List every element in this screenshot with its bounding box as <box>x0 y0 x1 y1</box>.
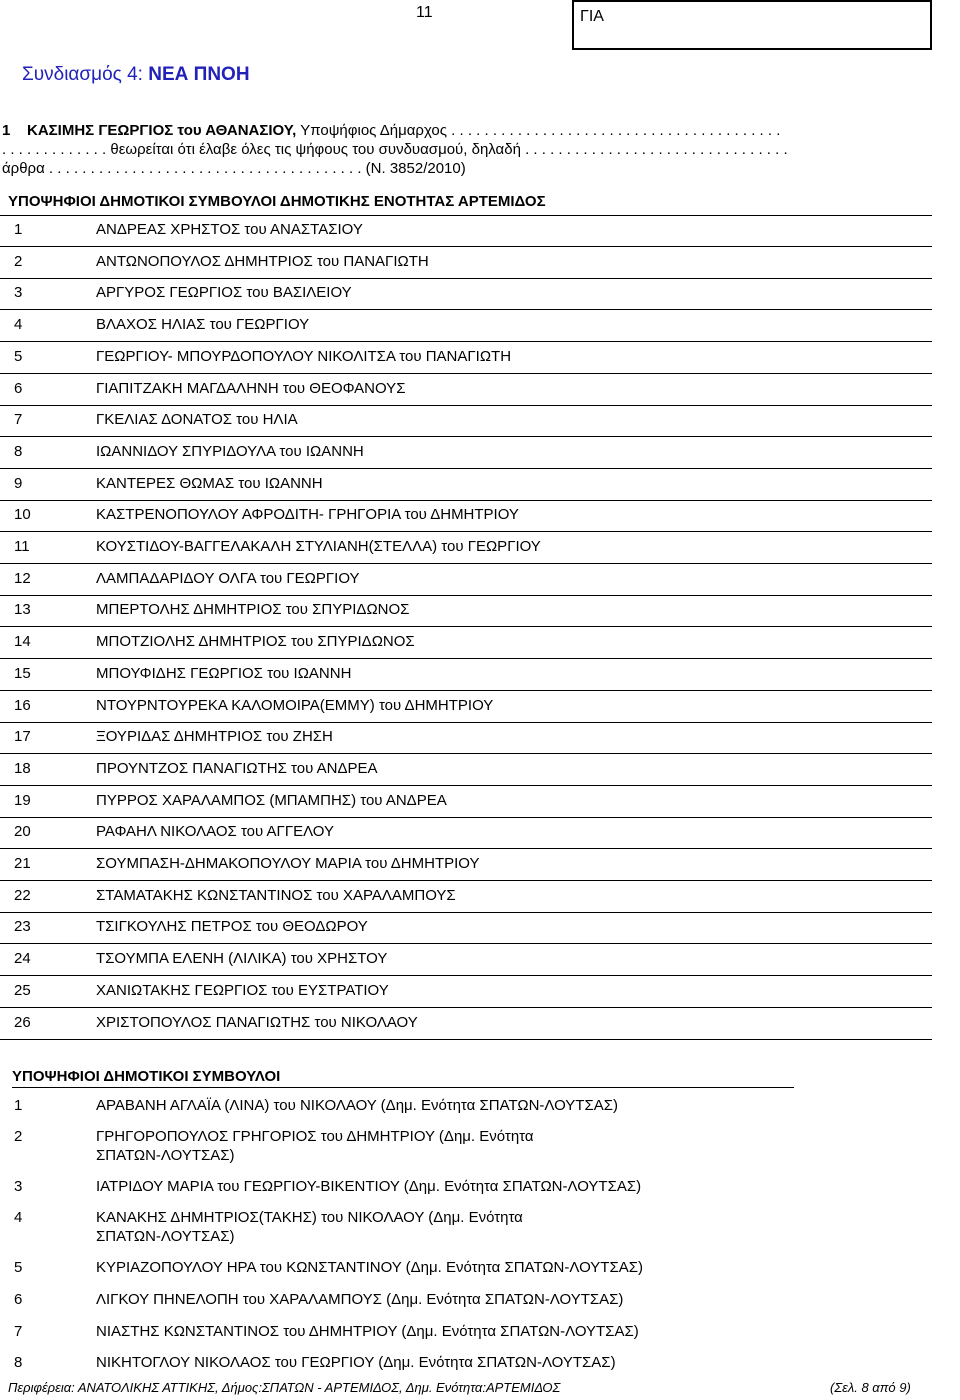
mayor-line2-trailing: . . . . . . . . . . . . . . . . . . . . . . . . . . . . . . . . <box>520 141 788 158</box>
candidate-row <box>0 787 932 818</box>
candidate-name: ΑΝΔΡΕΑΣ ΧΡΗΣΤΟΣ του ΑΝΑΣΤΑΣΙΟΥ <box>96 221 363 238</box>
candidate-number: 5 <box>14 1259 23 1276</box>
candidate-name: ΝΙΚΗΤΟΓΛΟΥ ΝΙΚΟΛΑΟΣ του ΓΕΩΡΓΙΟΥ (Δημ. Ενότητα ΣΠΑΤΩΝ-ΛΟΥΤΣΑΣ) <box>96 1354 616 1371</box>
candidate-name-continued: ΣΠΑΤΩΝ-ΛΟΥΤΣΑΣ) <box>96 1147 235 1164</box>
candidate-name: ΠΡΟΥΝΤΖΟΣ ΠΑΝΑΓΙΩΤΗΣ του ΑΝΔΡΕΑ <box>96 759 378 777</box>
candidate-number: 6 <box>14 379 23 397</box>
candidate-row <box>0 692 932 723</box>
candidate-name: ΞΟΥΡΙΔΑΣ ΔΗΜΗΤΡΙΟΣ του ΖΗΣΗ <box>96 728 333 746</box>
candidate-name: ΝΙΑΣΤΗΣ ΚΩΝΣΤΑΝΤΙΝΟΣ του ΔΗΜΗΤΡΙΟΥ (Δημ. Ενότητα ΣΠΑΤΩΝ-ΛΟΥΤΣΑΣ) <box>96 1323 639 1340</box>
candidate-name-continued: ΣΠΑΤΩΝ-ΛΟΥΤΣΑΣ) <box>96 1228 235 1245</box>
candidate-number: 12 <box>14 569 31 587</box>
candidate-name: ΚΥΡΙΑΖΟΠΟΥΛΟΥ ΗΡΑ του ΚΩΝΣΤΑΝΤΙΝΟΥ (Δημ. Ενότητα ΣΠΑΤΩΝ-ΛΟΥΤΣΑΣ) <box>96 1259 643 1276</box>
candidate-name: ΤΣΙΓΚΟΥΛΗΣ ΠΕΤΡΟΣ του ΘΕΟΔΩΡΟΥ <box>96 918 368 936</box>
candidate-number: 1 <box>14 221 23 238</box>
mayor-line <box>2 122 780 139</box>
candidate-name: ΝΤΟΥΡΝΤΟΥΡΕΚΑ ΚΑΛΟΜΟΙΡΑ(ΕΜΜΥ) του ΔΗΜΗΤΡΙΟΥ <box>96 696 494 714</box>
candidate-number: 2 <box>14 1128 23 1145</box>
candidate-number: 6 <box>14 1291 23 1308</box>
footer-page-count: (Σελ. 8 από 9) <box>830 1380 911 1395</box>
candidate-name: ΣΟΥΜΠΑΣΗ-ΔΗΜΑΚΟΠΟΥΛΟΥ ΜΑΡΙΑ του ΔΗΜΗΤΡΙΟΥ <box>96 855 480 872</box>
candidate-number: 7 <box>14 1323 23 1340</box>
candidate-number: 19 <box>14 791 31 809</box>
mayor-line3-ref: (Ν. 3852/2010) <box>361 160 466 177</box>
candidate-name: ΣΤΑΜΑΤΑΚΗΣ ΚΩΝΣΤΑΝΤΙΝΟΣ του ΧΑΡΑΛΑΜΠΟΥΣ <box>96 886 456 904</box>
mayor-line-2 <box>2 141 788 158</box>
mayor-line2-text: θεωρείται ότι έλαβε όλες τις ψήφους του συνδυασμού, δηλαδή <box>106 141 521 158</box>
candidate-number: 10 <box>14 506 31 524</box>
mayor-name: ΚΑΣΙΜΗΣ ΓΕΩΡΓΙΟΣ του ΑΘΑΝΑΣΙΟΥ, <box>27 122 297 139</box>
candidate-row <box>0 628 932 659</box>
mayor-line3-word: άρθρα <box>2 160 45 177</box>
candidate-number: 3 <box>14 1178 23 1195</box>
candidate-row <box>0 406 932 437</box>
mayor-number: 1 <box>2 122 11 139</box>
candidate-name: ΜΠΟΥΦΙΔΗΣ ΓΕΩΡΓΙΟΣ του ΙΩΑΝΝΗ <box>96 664 352 682</box>
candidate-name: ΧΑΝΙΩΤΑΚΗΣ ΓΕΩΡΓΙΟΣ του ΕΥΣΤΡΑΤΙΟΥ <box>96 981 389 999</box>
candidate-name: ΛΑΜΠΑΔΑΡΙΔΟΥ ΟΛΓΑ του ΓΕΩΡΓΙΟΥ <box>96 569 360 587</box>
candidate-name: ΑΡΑΒΑΝΗ ΑΓΛΑΪΑ (ΛΙΝΑ) του ΝΙΚΟΛΑΟΥ (Δημ. Ενότητα ΣΠΑΤΩΝ-ΛΟΥΤΣΑΣ) <box>96 1097 619 1114</box>
candidate-name: ΚΟΥΣΤΙΔΟΥ-ΒΑΓΓΕΛΑΚΑΛΗ ΣΤΥΛΙΑΝΗ(ΣΤΕΛΛΑ) του ΓΕΩΡΓΙΟΥ <box>96 538 541 555</box>
mayor-line-3 <box>2 160 466 177</box>
candidate-name: ΑΡΓΥΡΟΣ ΓΕΩΡΓΙΟΣ του ΒΑΣΙΛΕΙΟΥ <box>96 284 352 302</box>
mayor-dots: . . . . . . . . . . . . . . . . . . . . . . . . . . . . . . . . . . . . . . . . <box>446 122 781 139</box>
candidate-name: ΙΩΑΝΝΙΔΟΥ ΣΠΥΡΙΔΟΥΛΑ του ΙΩΑΝΝΗ <box>96 442 364 460</box>
candidate-number: 1 <box>14 1097 23 1114</box>
candidate-row <box>0 565 932 596</box>
mayor-role: Υποψήφιος Δήμαρχος <box>296 122 447 139</box>
candidate-name: ΛΙΓΚΟΥ ΠΗΝΕΛΟΠΗ του ΧΑΡΑΛΑΜΠΟΥΣ (Δημ. Ενότητα ΣΠΑΤΩΝ-ΛΟΥΤΣΑΣ) <box>96 1291 624 1308</box>
candidate-number: 8 <box>14 442 23 460</box>
candidate-row <box>0 1009 932 1040</box>
candidate-row <box>0 723 932 754</box>
candidate-name: ΓΕΩΡΓΙΟΥ- ΜΠΟΥΡΔΟΠΟΥΛΟΥ ΝΙΚΟΛΙΤΣΑ του ΠΑΝΑΓΙΩΤΗ <box>96 347 512 365</box>
candidate-name: ΤΣΟΥΜΠΑ ΕΛΕΝΗ (ΛΙΛΙΚΑ) του ΧΡΗΣΤΟΥ <box>96 950 388 968</box>
candidate-number: 25 <box>14 981 31 999</box>
page-number: 11 <box>416 4 433 21</box>
candidate-number: 3 <box>14 284 23 302</box>
candidate-row <box>0 660 932 691</box>
candidate-row <box>0 755 932 786</box>
candidate-number: 21 <box>14 855 31 872</box>
candidate-name: ΙΑΤΡΙΔΟΥ ΜΑΡΙΑ του ΓΕΩΡΓΙΟΥ-ΒΙΚΕΝΤΙΟΥ (Δημ. Ενότητα ΣΠΑΤΩΝ-ΛΟΥΤΣΑΣ) <box>96 1178 642 1195</box>
candidate-number: 14 <box>14 633 31 651</box>
candidate-number: 2 <box>14 252 23 270</box>
candidate-number: 13 <box>14 601 31 619</box>
candidate-name: ΓΡΗΓΟΡΟΠΟΥΛΟΣ ΓΡΗΓΟΡΙΟΣ του ΔΗΜΗΤΡΙΟΥ (Δημ. Ενότητα <box>96 1128 534 1145</box>
candidate-row <box>0 945 932 976</box>
candidate-number: 18 <box>14 759 31 777</box>
candidate-number: 4 <box>14 1209 23 1226</box>
candidate-row <box>0 818 932 849</box>
candidate-row <box>0 343 932 374</box>
mayor-line3-dots: . . . . . . . . . . . . . . . . . . . . . . . . . . . . . . . . . . . . . . <box>44 160 362 177</box>
candidate-number: 9 <box>14 474 23 492</box>
candidate-name: ΒΛΑΧΟΣ ΗΛΙΑΣ του ΓΕΩΡΓΙΟΥ <box>96 316 310 334</box>
candidate-number: 24 <box>14 950 31 968</box>
candidate-name: ΡΑΦΑΗΛ ΝΙΚΟΛΑΟΣ του ΑΓΓΕΛΟΥ <box>96 823 334 841</box>
candidate-name: ΜΠΕΡΤΟΛΗΣ ΔΗΜΗΤΡΙΟΣ του ΣΠΥΡΙΔΩΝΟΣ <box>96 601 410 619</box>
candidate-name: ΓΙΑΠΙΤΖΑΚΗ ΜΑΓΔΑΛΗΝΗ του ΘΕΟΦΑΝΟΥΣ <box>96 379 406 397</box>
candidate-name: ΓΚΕΛΙΑΣ ΔΟΝΑΤΟΣ του ΗΛΙΑ <box>96 411 298 429</box>
candidate-row <box>0 882 932 913</box>
coalition-title <box>22 64 250 86</box>
candidate-number: 8 <box>14 1354 23 1371</box>
candidate-name: ΜΠΟΤΖΙΟΛΗΣ ΔΗΜΗΤΡΙΟΣ του ΣΠΥΡΙΔΩΝΟΣ <box>96 633 415 651</box>
candidate-row <box>0 533 932 564</box>
section1-title: ΥΠΟΨΗΦΙΟΙ ΔΗΜΟΤΙΚΟΙ ΣΥΜΒΟΥΛΟΙ ΔΗΜΟΤΙΚΗΣ ΕΝΟΤΗΤΑΣ ΑΡΤΕΜΙΔΟΣ <box>8 193 546 210</box>
mayor-line2-dots: . . . . . . . . . . . . . <box>2 141 107 158</box>
candidate-row <box>0 438 932 469</box>
candidate-row <box>0 279 932 310</box>
footer-text: Περιφέρεια: ΑΝΑΤΟΛΙΚΗΣ ΑΤΤΙΚΗΣ, Δήμος:ΣΠΑΤΩΝ - ΑΡΤΕΜΙΔΟΣ, Δημ. Ενότητα:ΑΡΤΕΜΙΔΟΣ <box>8 1380 561 1395</box>
section2-rule <box>12 1087 794 1088</box>
candidate-number: 4 <box>14 316 23 334</box>
candidate-number: 23 <box>14 918 31 936</box>
candidate-row <box>0 913 932 944</box>
candidate-number: 22 <box>14 886 31 904</box>
candidate-name: ΚΑΝΑΚΗΣ ΔΗΜΗΤΡΙΟΣ(ΤΑΚΗΣ) του ΝΙΚΟΛΑΟΥ (Δημ. Ενότητα <box>96 1209 523 1226</box>
candidate-number: 26 <box>14 1013 31 1031</box>
candidate-number: 5 <box>14 347 23 365</box>
candidate-row <box>0 850 932 881</box>
candidate-row <box>0 470 932 501</box>
candidate-row <box>0 216 932 247</box>
candidate-row <box>0 375 932 406</box>
candidate-name: ΧΡΙΣΤΟΠΟΥΛΟΣ ΠΑΝΑΓΙΩΤΗΣ του ΝΙΚΟΛΑΟΥ <box>96 1013 418 1031</box>
candidate-number: 17 <box>14 728 31 746</box>
candidate-row <box>0 311 932 342</box>
candidate-row <box>0 501 932 532</box>
candidate-name: ΚΑΣΤΡΕΝΟΠΟΥΛΟΥ ΑΦΡΟΔΙΤΗ- ΓΡΗΓΟΡΙΑ του ΔΗΜΗΤΡΙΟΥ <box>96 506 519 524</box>
candidate-row <box>0 596 932 627</box>
stamp-label: ΓΙΑ <box>580 8 604 25</box>
candidate-number: 7 <box>14 411 23 429</box>
candidate-number: 16 <box>14 696 31 714</box>
coalition-name: ΝΕΑ ΠΝΟΗ <box>148 64 250 85</box>
candidate-number: 20 <box>14 823 31 841</box>
candidate-row <box>0 248 932 279</box>
candidate-name: ΠΥΡΡΟΣ ΧΑΡΑΛΑΜΠΟΣ (ΜΠΑΜΠΗΣ) του ΑΝΔΡΕΑ <box>96 791 447 809</box>
candidate-number: 15 <box>14 664 31 682</box>
coalition-label: Συνδιασμός 4: <box>22 64 149 85</box>
candidate-row <box>0 977 932 1008</box>
candidate-name: ΑΝΤΩΝΟΠΟΥΛΟΣ ΔΗΜΗΤΡΙΟΣ του ΠΑΝΑΓΙΩΤΗ <box>96 252 429 270</box>
section2-title: ΥΠΟΨΗΦΙΟΙ ΔΗΜΟΤΙΚΟΙ ΣΥΜΒΟΥΛΟΙ <box>12 1068 281 1085</box>
candidate-number: 11 <box>14 538 30 555</box>
candidate-name: ΚΑΝΤΕΡΕΣ ΘΩΜΑΣ του ΙΩΑΝΝΗ <box>96 474 323 492</box>
stamp-box <box>572 0 932 50</box>
